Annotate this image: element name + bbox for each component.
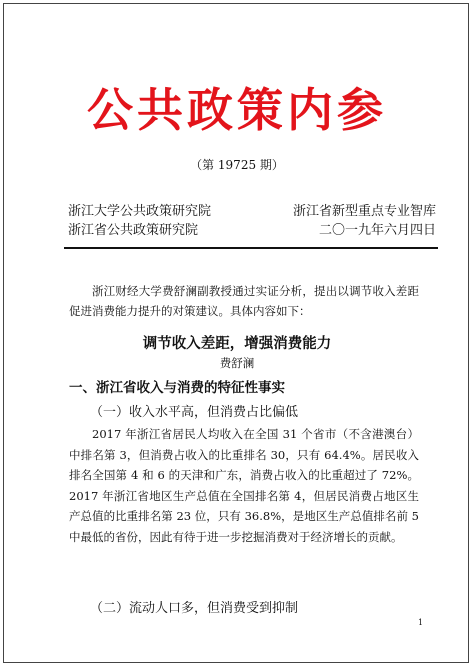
subsection-heading-2: （二）流动人口多，但消费受到抑制 bbox=[90, 601, 299, 616]
org-zhejiang: 浙江省公共政策研究院 bbox=[68, 223, 199, 238]
header-divider bbox=[64, 247, 438, 249]
issue-number: （第 19725 期） bbox=[190, 158, 284, 172]
subsection-heading-1: （一）收入水平高，但消费占比偏低 bbox=[90, 405, 299, 420]
section-heading-1: 一、浙江省收入与消费的特征性事实 bbox=[69, 380, 285, 396]
publish-date: 二〇一九年六月四日 bbox=[318, 223, 436, 238]
article-title: 调节收入差距，增强消费能力 bbox=[142, 336, 332, 352]
masthead-title: 公共政策内参 bbox=[87, 83, 387, 137]
body-paragraph-1: 2017 年浙江省居民人均收入在全国 31 个省市（不含港澳台）中排名第 3，但消费占收入的比重排名 30，只有 64.4%。居民收入排名全国第 4 和 6 的天津和广东，消费占收入的比重超过了 72%。2017 年浙江省地区生产总值在全国排名第 4，但居民消费占地区生产总值的比重排名第 23 位，只有 36.8%，是地区生产总值排名前 5 中最低的省份，因此有待于进一步挖掘消费对于经济增长的贡献。 bbox=[69, 427, 419, 544]
lead-paragraph: 浙江财经大学费舒澜副教授通过实证分析，提出以调节收入差距促进消费能力提升的对策建议。具体内容如下： bbox=[69, 284, 419, 318]
article-author: 费舒澜 bbox=[219, 356, 255, 370]
think-tank-label: 浙江省新型重点专业智库 bbox=[292, 204, 436, 219]
org-zju: 浙江大学公共政策研究院 bbox=[68, 204, 212, 219]
page-number: 1 bbox=[418, 618, 424, 627]
